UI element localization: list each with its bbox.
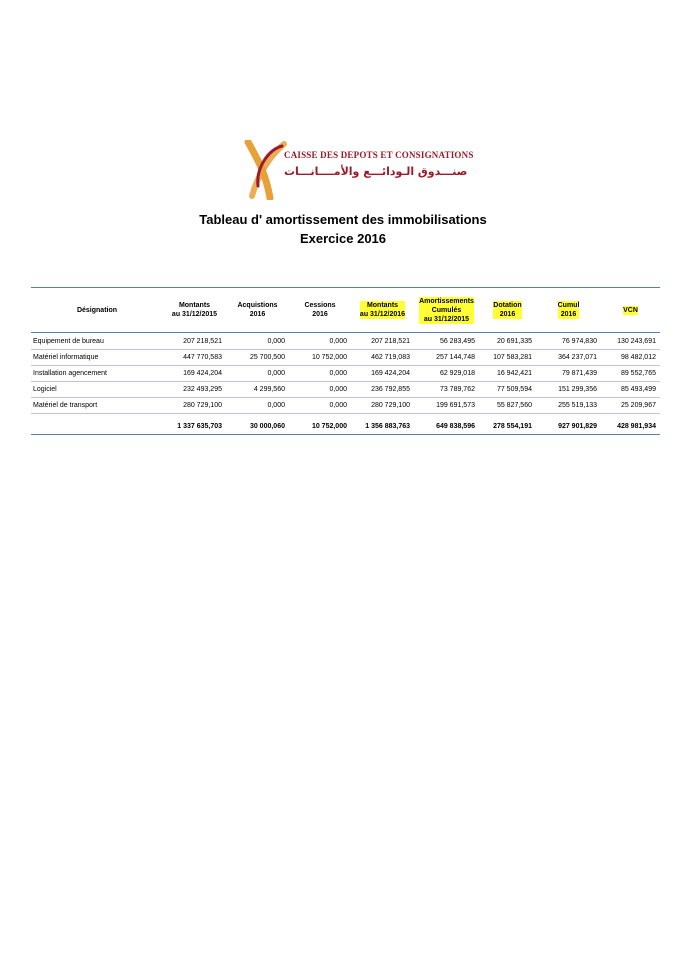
column-header [479,288,536,333]
cell-value: 0,000 [289,382,351,398]
cell-value: 79 871,439 [536,366,601,382]
total-value: 278 554,191 [479,419,536,435]
cell-value: 73 789,762 [414,382,479,398]
total-value [31,419,163,435]
total-value: 428 981,934 [601,419,660,435]
logo [244,140,474,200]
table-header-row [31,288,660,333]
logo-name-ar: صنـــدوق الـودائـــع والأمــــانـــات [284,165,468,178]
cell-value: 169 424,204 [163,366,226,382]
logo-emblem-icon [244,140,288,200]
cell-value: 76 974,830 [536,333,601,350]
cell-value: 232 493,295 [163,382,226,398]
cell-value: 280 729,100 [351,398,414,414]
column-header [226,288,289,333]
total-value: 1 356 883,763 [351,419,414,435]
cell-value: 10 752,000 [289,350,351,366]
total-value: 1 337 635,703 [163,419,226,435]
total-row [31,419,660,435]
cell-value: 199 691,573 [414,398,479,414]
cell-value: 0,000 [226,366,289,382]
column-header [31,288,163,333]
cell-value: 55 827,560 [479,398,536,414]
column-header-label: Acquistions 2016 [237,302,278,318]
column-header-label: Amortissements Cumulés au 31/12/2015 [419,297,474,323]
document-title: Tableau d' amortissement des immobilisations [199,212,487,227]
column-header [351,288,414,333]
cell-value: 98 482,012 [601,350,660,366]
row-label: Logiciel [31,382,163,398]
column-header-label: Cessions 2016 [304,302,336,318]
cell-value: 280 729,100 [163,398,226,414]
table-row [31,350,660,366]
cell-value: 4 299,560 [226,382,289,398]
cell-value: 56 283,495 [414,333,479,350]
cell-value: 169 424,204 [351,366,414,382]
cell-value: 85 493,499 [601,382,660,398]
cell-value: 89 552,765 [601,366,660,382]
cell-value: 25 700,500 [226,350,289,366]
column-header [414,288,479,333]
cell-value: 207 218,521 [163,333,226,350]
column-header [536,288,601,333]
depreciation-table [31,287,660,435]
cell-value: 236 792,855 [351,382,414,398]
row-label: Equipement de bureau [31,333,163,350]
cell-value: 207 218,521 [351,333,414,350]
cell-value: 0,000 [226,333,289,350]
cell-value: 130 243,691 [601,333,660,350]
cell-value: 447 770,583 [163,350,226,366]
column-header-label: Montants au 31/12/2015 [171,302,218,318]
table-row [31,333,660,350]
cell-value: 0,000 [289,366,351,382]
cell-value: 257 144,748 [414,350,479,366]
cell-value: 151 299,356 [536,382,601,398]
cell-value: 20 691,335 [479,333,536,350]
total-value: 927 901,829 [536,419,601,435]
cell-value: 77 509,594 [479,382,536,398]
row-label: Matériel informatique [31,350,163,366]
total-value: 10 752,000 [289,419,351,435]
cell-value: 364 237,071 [536,350,601,366]
column-header-label: Dotation 2016 [493,302,522,318]
cell-value: 462 719,083 [351,350,414,366]
logo-name-fr: CAISSE DES DEPOTS ET CONSIGNATIONS [284,150,474,160]
cell-value: 107 583,281 [479,350,536,366]
cell-value: 255 519,133 [536,398,601,414]
column-header-label: Cumul 2016 [557,302,580,318]
table-row [31,398,660,414]
cell-value: 16 942,421 [479,366,536,382]
total-value: 30 000,060 [226,419,289,435]
column-header-label: Montants au 31/12/2016 [359,302,406,318]
table-row [31,366,660,382]
cell-value: 25 209,967 [601,398,660,414]
column-header [289,288,351,333]
column-header-label: Désignation [76,306,118,314]
row-label: Installation agencement [31,366,163,382]
document-subtitle: Exercice 2016 [299,231,387,246]
cell-value: 0,000 [289,333,351,350]
cell-value: 0,000 [289,398,351,414]
column-header [163,288,226,333]
total-value: 649 838,596 [414,419,479,435]
cell-value: 0,000 [226,398,289,414]
column-header [601,288,660,333]
table-row [31,382,660,398]
cell-value: 62 929,018 [414,366,479,382]
row-label: Matériel de transport [31,398,163,414]
column-header-label: VCN [623,306,638,314]
